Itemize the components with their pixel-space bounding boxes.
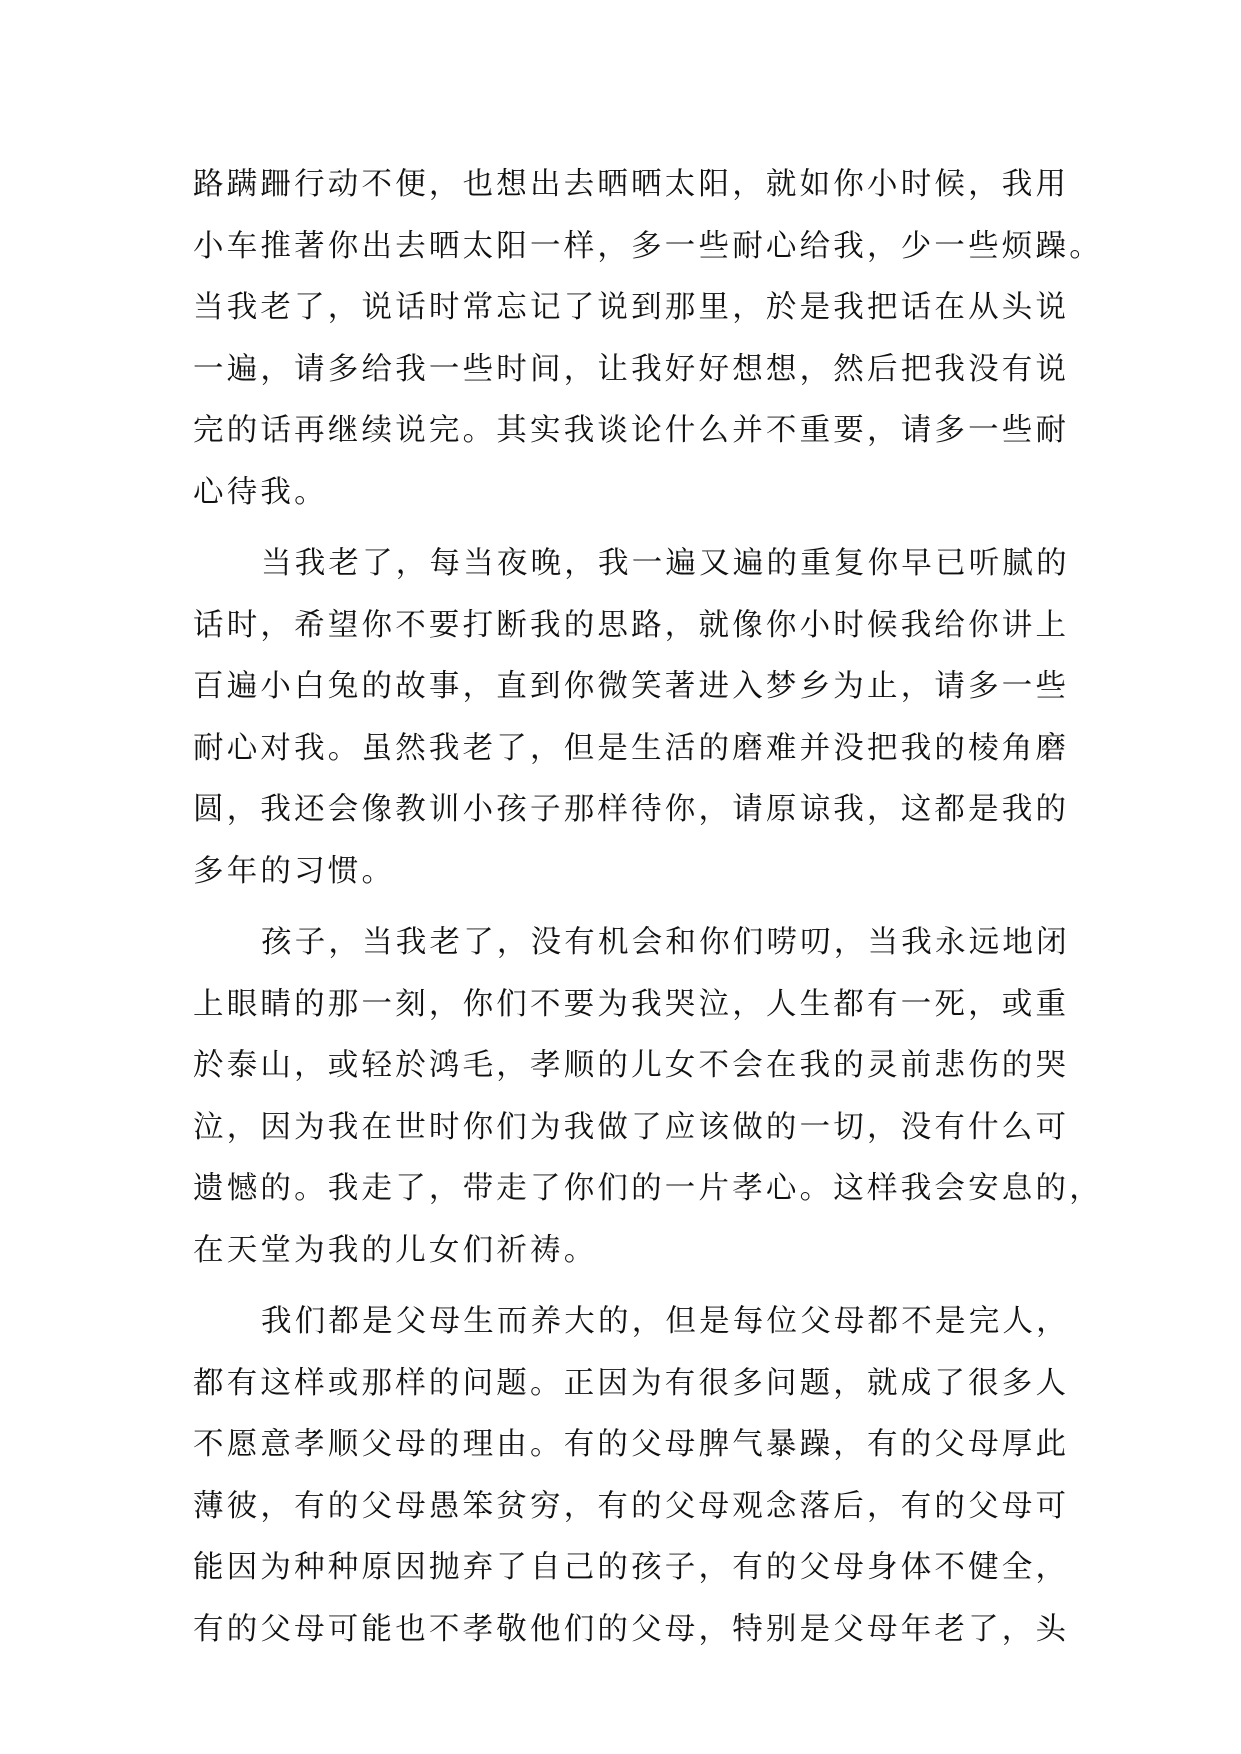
text-line: 於泰山，或轻於鸿毛，孝顺的儿女不会在我的灵前悲伤的哭 <box>193 1048 1070 1083</box>
text-line: 路蹒跚行动不便，也想出去晒晒太阳，就如你小时候，我用 <box>193 167 1070 202</box>
text-line: 一遍，请多给我一些时间，让我好好想想，然后把我没有说 <box>193 351 1070 387</box>
text-line: 我们都是父母生而养大的，但是每位父母都不是完人， <box>261 1304 1070 1339</box>
text-line: 耐心对我。虽然我老了，但是生活的磨难并没把我的棱角磨 <box>193 730 1070 766</box>
text-line: 能因为种种原因抛弃了自己的孩子，有的父母身体不健全， <box>193 1550 1070 1585</box>
paragraph-gap <box>193 902 1053 912</box>
text-line: 都有这样或那样的问题。正因为有很多问题，就成了很多人 <box>193 1365 1070 1401</box>
text-line: 当我老了，说话时常忘记了说到那里，於是我把话在从头说 <box>193 290 1070 325</box>
text-line: 在天堂为我的儿女们祈祷。 <box>193 1232 598 1268</box>
text-line: 当我老了，每当夜晚，我一遍又遍的重复你早已听腻的 <box>261 546 1070 581</box>
text-line: 孩子，当我老了，没有机会和你们唠叨，当我永远地闭 <box>261 925 1070 960</box>
text-line: 有的父母可能也不孝敬他们的父母，特别是父母年老了，头 <box>193 1611 1070 1647</box>
text-line: 薄彼，有的父母愚笨贫穷，有的父母观念落后，有的父母可 <box>193 1488 1070 1524</box>
text-line: 遗憾的。我走了，带走了你们的一片孝心。这样我会安息的， <box>193 1171 1103 1206</box>
text-line: 上眼睛的那一刻，你们不要为我哭泣，人生都有一死，或重 <box>193 986 1070 1022</box>
text-line: 百遍小白兔的故事，直到你微笑著进入梦乡为止，请多一些 <box>193 669 1070 704</box>
paragraph <box>193 533 1070 902</box>
text-line: 不愿意孝顺父母的理由。有的父母脾气暴躁，有的父母厚此 <box>193 1427 1070 1462</box>
document-body <box>193 154 1103 1660</box>
text-line: 圆，我还会像教训小孩子那样待你，请原谅我，这都是我的 <box>193 792 1070 827</box>
paragraph-gap <box>193 523 1053 533</box>
text-line: 心待我。 <box>193 474 328 510</box>
text-line: 小车推著你出去晒太阳一样，多一些耐心给我，少一些烦躁。 <box>193 228 1103 264</box>
text-line: 话时，希望你不要打断我的思路，就像你小时候我给你讲上 <box>193 607 1070 643</box>
paragraph-gap <box>193 1281 1053 1291</box>
text-line: 泣，因为我在世时你们为我做了应该做的一切，没有什么可 <box>193 1109 1070 1145</box>
paragraph <box>193 1291 1070 1660</box>
paragraph <box>193 912 1103 1281</box>
text-line: 多年的习惯。 <box>193 853 396 889</box>
text-line: 完的话再继续说完。其实我谈论什么并不重要，请多一些耐 <box>193 413 1070 448</box>
paragraph <box>193 154 1103 523</box>
